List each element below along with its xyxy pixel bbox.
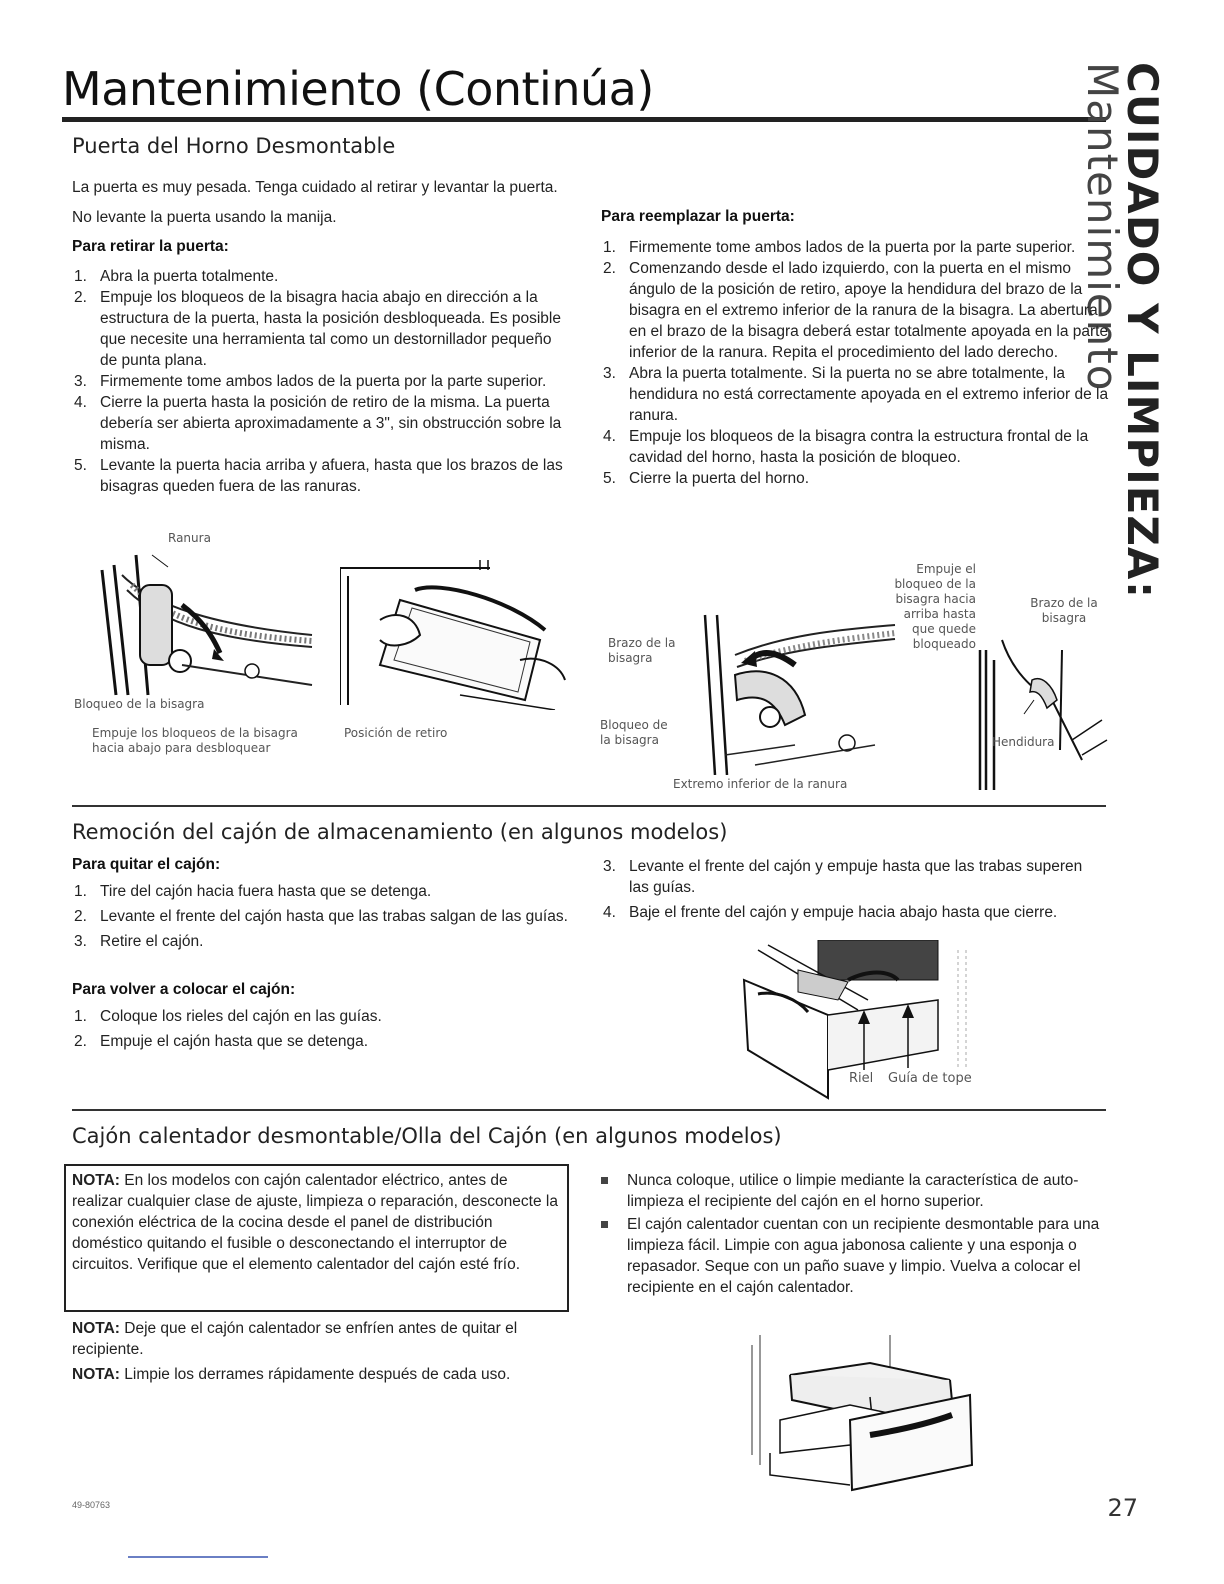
note-box-text: En los modelos con cajón calentador eléctrico, antes de realizar cualquier clase de ajuste, limpieza o reparación, desconecte la conexión eléctrica de la cocina desde el panel de distribución doméstico quitando el fusible o desconectando el interruptor de circuitos. Verifique que el elemento calentador del cajón esté frío.	[72, 1172, 558, 1273]
section-divider	[72, 1109, 1106, 1111]
remove-door-title: Para retirar la puerta:	[72, 238, 229, 255]
list-item: 1. Abra la puerta totalmente.	[74, 268, 279, 285]
note-label: NOTA:	[72, 1172, 120, 1189]
list-item: 4. Empuje los bloqueos de la bisagra contra la estructura frontal de la cavidad del horno, hasta la posición de bloqueo.	[603, 428, 1089, 466]
note-3: NOTA: Limpie los derrames rápidamente después de cada uso.	[72, 1366, 511, 1383]
drawer-steps-right	[601, 856, 1101, 923]
label-ranura: Ranura	[168, 531, 211, 545]
replace-door-title: Para reemplazar la puerta:	[601, 208, 795, 225]
door-intro-1: La puerta es muy pesada. Tenga cuidado al retirar y levantar la puerta.	[72, 179, 558, 196]
hinge-slot-illustration	[972, 630, 1112, 790]
list-item: 1. Coloque los rieles del cajón en las guías.	[74, 1008, 382, 1025]
note-2: NOTA: Deje que el cajón calentador se enfríen antes de quitar el recipiente.	[72, 1320, 518, 1358]
label-riel: Riel	[849, 1071, 874, 1086]
section-heading-storage-drawer: Remoción del cajón de almacenamiento (en algunos modelos)	[72, 820, 728, 844]
section-heading-door: Puerta del Horno Desmontable	[72, 134, 396, 158]
list-item: 3. Levante el frente del cajón y empuje hasta que las trabas superen las guías.	[603, 858, 1083, 896]
replace-drawer-steps	[72, 1006, 577, 1052]
label-hendidura: Hendidura	[992, 735, 1055, 749]
document-code: 49-80763	[72, 1500, 111, 1510]
warming-drawer-bullets	[597, 1170, 1105, 1300]
page-title: Mantenimiento (Continúa)	[62, 62, 654, 116]
side-tab-light: Mantenimiento	[1078, 62, 1127, 392]
list-item: 4. Baje el frente del cajón y empuje hacia abajo hasta que cierre.	[603, 904, 1058, 921]
replace-drawer-title: Para volver a colocar el cajón:	[72, 981, 296, 998]
list-item: 2. Empuje los bloqueos de la bisagra hacia abajo en dirección a la estructura de la puerta, hasta la posición desbloqueada. Es posible que necesite una herramienta tal como un destornillador pequeño de punta plana.	[74, 289, 561, 369]
section-heading-warming-drawer: Cajón calentador desmontable/Olla del Cajón (en algunos modelos)	[72, 1124, 782, 1148]
label-brazo-1: Brazo de la bisagra	[608, 636, 676, 665]
list-item: 3. Abra la puerta totalmente. Si la puerta no se abre totalmente, la hendidura no está correctamente apoyada en el extremo inferior de la ranura.	[603, 365, 1109, 424]
list-item: 2. Comenzando desde el lado izquierdo, con la puerta en el mismo ángulo de la posición de retiro, apoye la hendidura del brazo de la bisagra en el extremo inferior de la ranura de la bisagra. La abertura en el brazo de la bisagra deberá estar totalmente apoyada en la parte inferior de la ranura. Repita el procedimiento del lado derecho.	[603, 260, 1109, 361]
list-item: 2. Levante el frente del cajón hasta que las trabas salgan de las guías.	[74, 908, 568, 925]
hinge-arm-illustration	[675, 605, 905, 775]
caption-extremo: Extremo inferior de la ranura	[673, 777, 848, 791]
section-side-tab	[1078, 62, 1167, 752]
section-divider	[72, 805, 1106, 807]
list-item: Nunca coloque, utilice o limpie mediante la característica de auto-limpieza el recipiente del cajón en el horno superior.	[597, 1170, 1105, 1212]
footer-accent-line	[128, 1556, 268, 1558]
remove-drawer-steps	[72, 881, 577, 952]
label-guia: Guía de tope	[888, 1071, 972, 1086]
caption-posicion-retiro: Posición de retiro	[344, 726, 448, 740]
list-item: 1. Tire del cajón hacia fuera hasta que se detenga.	[74, 883, 432, 900]
door-intro-2: No levante la puerta usando la manija.	[72, 209, 337, 226]
door-removal-illustration	[340, 560, 570, 710]
label-brazo-2: Brazo de la bisagra	[1030, 596, 1098, 625]
side-tab-bold: CUIDADO Y LIMPIEZA:	[1118, 62, 1167, 599]
warming-drawer-pan-illustration	[740, 1335, 980, 1500]
warning-note-box	[64, 1164, 569, 1312]
replace-door-steps	[601, 237, 1111, 489]
page-number: 27	[1107, 1494, 1138, 1522]
caption-empuje-abajo: Empuje los bloqueos de la bisagra hacia abajo para desbloquear	[92, 726, 298, 755]
list-item: 4. Cierre la puerta hasta la posición de retiro de la misma. La puerta debería ser abierta aproximadamente a 3", sin obstrucción sobre la misma.	[74, 394, 562, 453]
list-item: 1. Firmemente tome ambos lados de la puerta por la parte superior.	[603, 239, 1076, 256]
label-bloqueo: Bloqueo de la bisagra	[74, 697, 205, 711]
remove-drawer-title: Para quitar el cajón:	[72, 856, 221, 873]
list-item: 3. Firmemente tome ambos lados de la puerta por la parte superior.	[74, 373, 547, 390]
hinge-lock-illustration	[92, 545, 322, 705]
list-item: 2. Empuje el cajón hasta que se detenga.	[74, 1033, 368, 1050]
list-item: El cajón calentador cuentan con un recipiente desmontable para una limpieza fácil. Limpie con agua jabonosa caliente y una esponja o repasador. Seque con un paño suave y limpio. Vuelva a colocar el recipiente en el cajón calentador.	[597, 1214, 1105, 1298]
list-item: 5. Cierre la puerta del horno.	[603, 470, 810, 487]
title-rule	[62, 117, 1106, 122]
label-bloqueo-2: Bloqueo de la bisagra	[600, 718, 668, 747]
caption-empuje-arriba: Empuje el bloqueo de la bisagra hacia arriba hasta que quede bloqueado	[894, 562, 976, 651]
list-item: 5. Levante la puerta hacia arriba y afuera, hasta que los brazos de las bisagras queden fuera de las ranuras.	[74, 457, 563, 495]
remove-door-steps	[72, 266, 572, 497]
list-item: 3. Retire el cajón.	[74, 933, 204, 950]
